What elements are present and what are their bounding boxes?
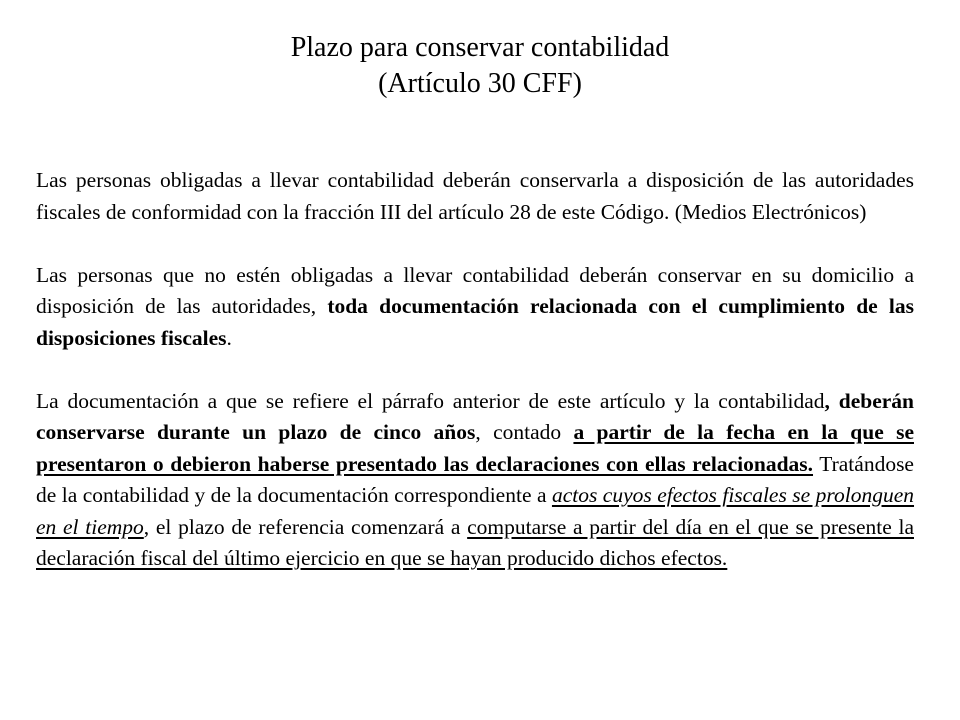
paragraph-2-part-1: Las personas que no estén obligadas a llevar contabilidad deberán conservar en su domicilio a disposición de las autoridades,: [36, 262, 914, 318]
paragraph-3-part-3: , contado: [475, 420, 574, 444]
paragraph-3-underlined: computarse a partir del día en el que se presente la declaración fiscal del último ejercicio en que se hayan producido dichos efectos.: [36, 514, 914, 570]
paragraph-1-text: Las personas obligadas a llevar contabilidad deberán conservarla a disposición de las autoridades fiscales de conformidad con la fracción III del artículo 28 de este Código. (Medios Electrónicos): [36, 168, 914, 224]
paragraph-3-italic-underlined: actos cuyos efectos fiscales se prolonguen en el tiempo: [36, 483, 915, 539]
paragraph-3: [36, 386, 914, 575]
paragraph-2-bold: toda documentación relacionada con el cumplimiento de las disposiciones fiscales: [36, 294, 914, 350]
paragraph-3-part-7: , el plazo de referencia comenzará a: [143, 514, 468, 539]
title-line-2: (Artículo 30 CFF): [378, 68, 582, 99]
paragraph-3-bold: , deberán conservarse durante un plazo de cinco años: [36, 388, 914, 444]
paragraph-2-part-3: .: [226, 325, 232, 350]
paragraph-2: [36, 260, 914, 355]
paragraph-3-part-5: Tratándose de la contabilidad y de la documentación correspondiente a: [36, 451, 914, 507]
paragraph-1: [36, 165, 914, 228]
paragraph-3-bold-underlined: a partir de la fecha en la que se presentaron o debieron haberse presentado las declaraciones con ellas relacionadas.: [36, 420, 914, 476]
title-line-1: Plazo para conservar contabilidad: [290, 32, 670, 63]
page-title: [0, 30, 960, 102]
paragraph-3-part-1: La documentación a que se refiere el párrafo anterior de este artículo y la contabilidad: [36, 388, 825, 413]
body-text: [36, 165, 914, 575]
